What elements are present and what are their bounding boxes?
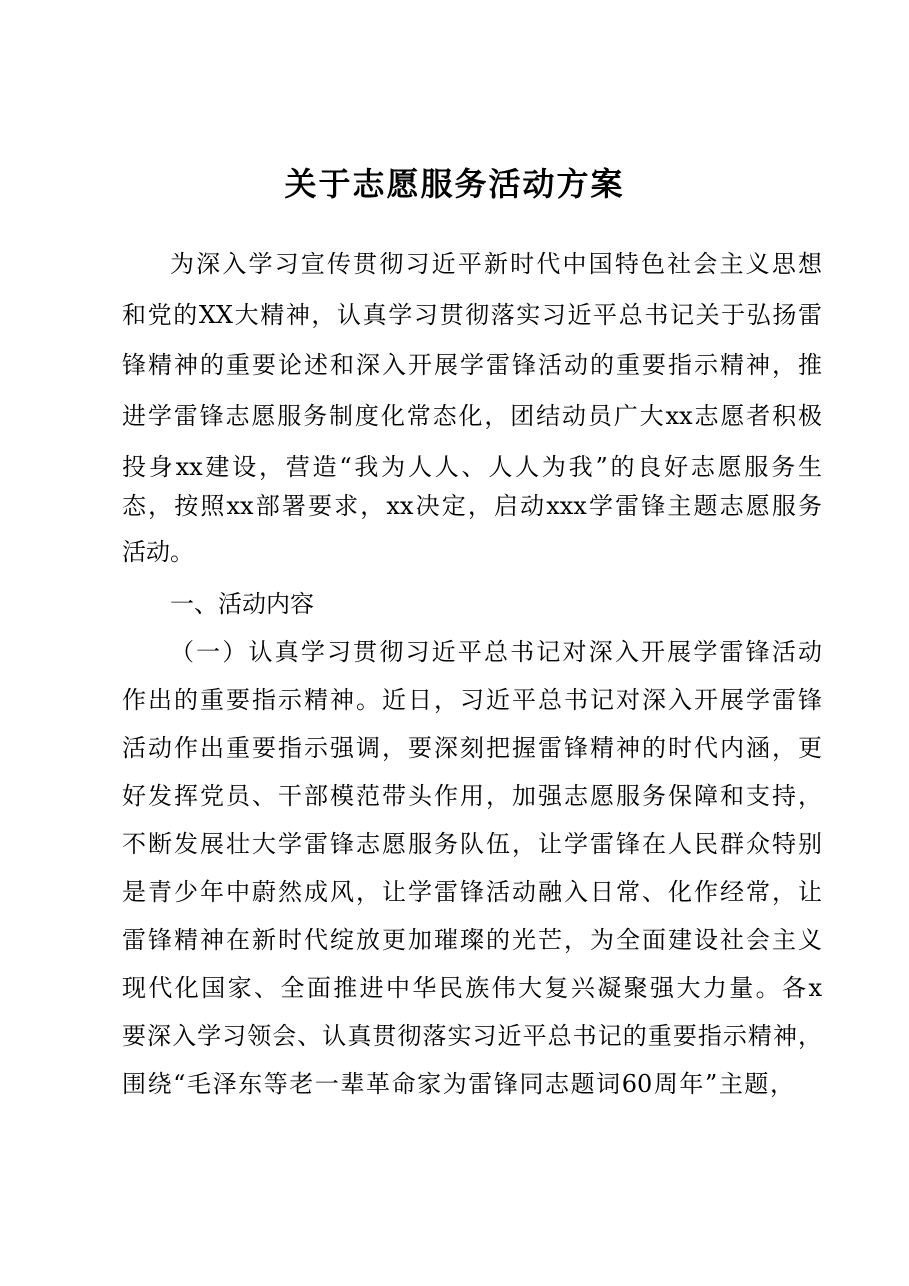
document-title: 关于志愿服务活动方案 bbox=[284, 165, 625, 203]
paragraph-line: 态，按照xx部署要求，xx决定，启动xxx学雷锋主题志愿服务 bbox=[122, 492, 822, 520]
paragraph-line: 雷锋精神在新时代绽放更加璀璨的光芒，为全面建设社会主义 bbox=[122, 926, 822, 954]
paragraph-line: 要深入学习领会、认真贯彻落实习近平总书记的重要指示精神， bbox=[122, 1022, 822, 1050]
paragraph-line: 不断发展壮大学雷锋志愿服务队伍，让学雷锋在人民群众特别 bbox=[122, 830, 822, 858]
paragraph-line: 锋精神的重要论述和深入开展学雷锋活动的重要指示精神，推 bbox=[122, 351, 822, 379]
paragraph-line: 活动。 bbox=[122, 538, 194, 566]
paragraph-line: 为深入学习宣传贯彻习近平新时代中国特色社会主义思想 bbox=[170, 250, 822, 278]
paragraph-line: 投身xx建设，营造“我为人人、人人为我”的良好志愿服务生 bbox=[122, 453, 822, 481]
paragraph-line: 作出的重要指示精神。近日，习近平总书记对深入开展学雷锋 bbox=[122, 686, 822, 714]
section-heading: 一、活动内容 bbox=[170, 590, 314, 618]
paragraph-line: 好发挥党员、干部模范带头作用，加强志愿服务保障和支持， bbox=[122, 782, 822, 810]
paragraph-line: 围绕“毛泽东等老一辈革命家为雷锋同志题词60周年”主题， bbox=[122, 1070, 794, 1098]
paragraph-line: 现代化国家、全面推进中华民族伟大复兴凝聚强大力量。各x bbox=[122, 974, 822, 1002]
paragraph-line: 进学雷锋志愿服务制度化常态化，团结动员广大xx志愿者积极 bbox=[122, 402, 822, 430]
paragraph-line: 和党的XX大精神，认真学习贯彻落实习近平总书记关于弘扬雷 bbox=[122, 301, 822, 329]
paragraph-line: 是青少年中蔚然成风，让学雷锋活动融入日常、化作经常，让 bbox=[122, 878, 822, 906]
paragraph-line: （一）认真学习贯彻习近平总书记对深入开展学雷锋活动 bbox=[170, 638, 822, 666]
paragraph-line: 活动作出重要指示强调，要深刻把握雷锋精神的时代内涵，更 bbox=[122, 734, 822, 762]
